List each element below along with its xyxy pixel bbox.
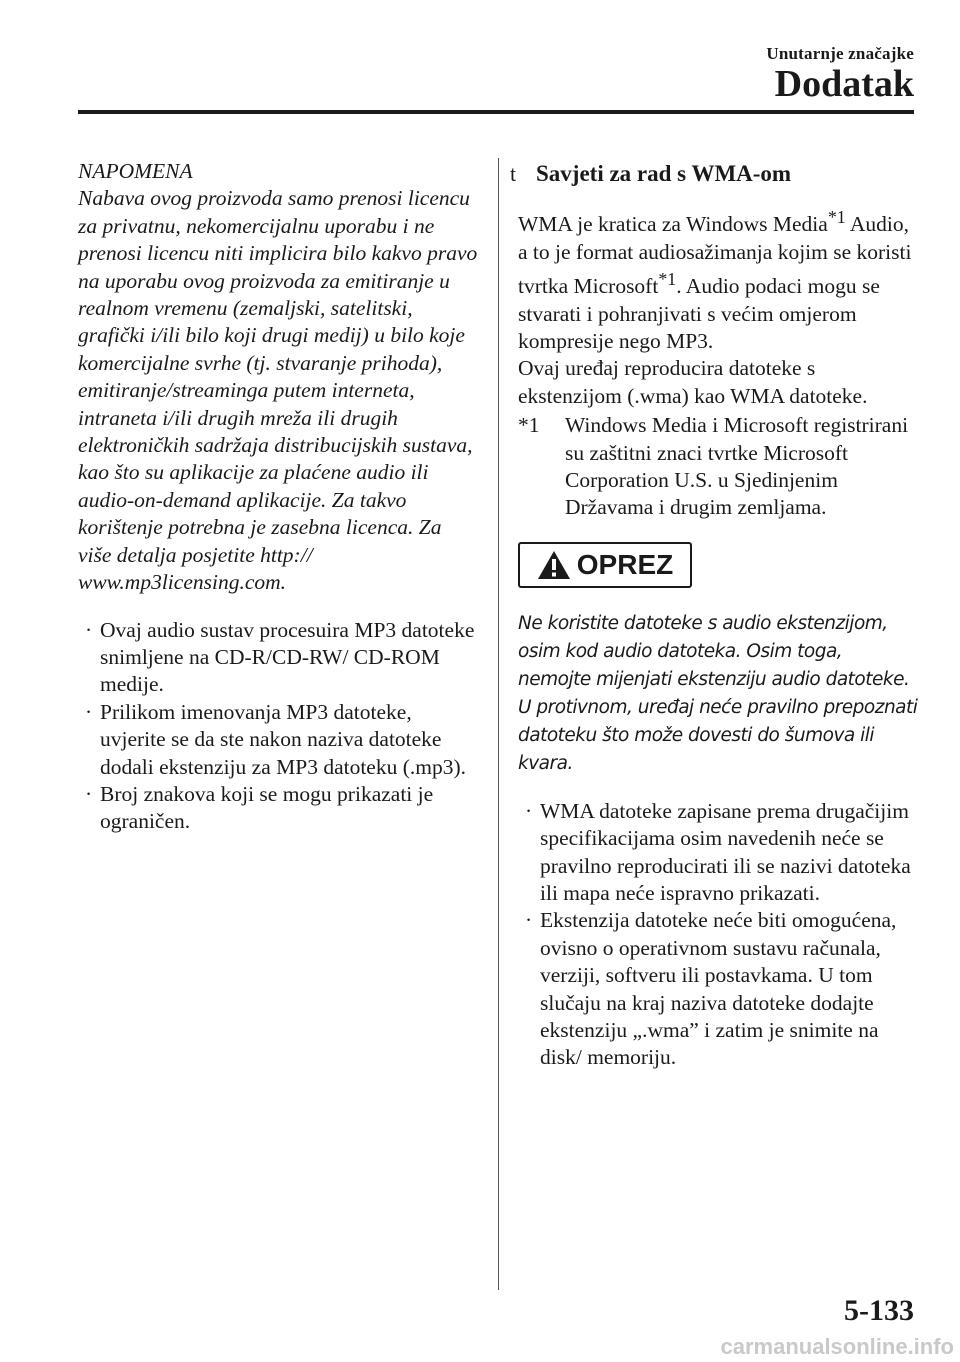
footnote-ref: *1: [658, 268, 677, 289]
section-title: Savjeti za rad s WMA-om: [536, 161, 792, 186]
bullet-dot: ·: [85, 699, 93, 724]
caution-label-box: [518, 542, 692, 588]
page-number: 5-133: [844, 1294, 914, 1327]
para-text: . Audio podaci mogu se stvarati i pohranjivati s većim omjerom kompresije nego MP3.: [518, 274, 880, 353]
bullet-dot: ·: [85, 617, 93, 642]
caution-text: Ne koristite datoteke s audio ekstenzijom, osim kod audio datoteka. Osim toga, nemojte mijenjati ekstenziju audio datoteke. U protivnom, uređaj neće pravilno prepoznati datoteku što može dovesti do šumova ili kvara.: [518, 612, 918, 774]
note-heading: NAPOMENA: [78, 159, 193, 183]
note-body: Nabava ovog proizvoda samo prenosi licencu za privatnu, nekomercijalnu uporabu i ne prenosi licencu niti implicira bilo kakvo pravo na uporabu ovog proizvoda za emitiranje u realnom vremenu (zemaljski, satelitski, grafički i/ili bilo koji drugi medij) u bilo koje komercijalne svrhe (tj. stvaranje prihoda), emitiranje/streaminga putem interneta, intraneta i/ili drugih mreža ili drugih elektroničkih sadržaja distribucijskih sustava, kao što su aplikacije za plaćene audio ili audio-on-demand aplikacije. Za takvo korištenje potrebna je zasebna licenca. Za više detalja posjetite http:// www.mp3licensing.com.: [78, 186, 478, 595]
page-title: Dodatak: [774, 63, 914, 105]
section-heading: [510, 158, 920, 190]
caution-label: OPREZ: [576, 548, 674, 580]
watermark: carmanualsonline.info: [720, 1334, 954, 1359]
footnote-text: Windows Media i Microsoft registrirani su zaštitni znaci tvrtke Microsoft Corporation U.S. u Sjedinjenim Državama i drugim zemljama.: [565, 413, 909, 520]
para-text: Ovaj uređaj reproducira datoteke s ekstenzijom (.wma) kao WMA datoteke.: [518, 356, 868, 408]
bullet-dot: ·: [525, 798, 533, 823]
list-item: [518, 907, 920, 1071]
list-item-text: Prilikom imenovanja MP3 datoteke, uvjerite se da ste nakon naziva datoteke dodali ekstenziju za MP3 datoteku (.mp3).: [100, 699, 467, 779]
left-bullet-list: [78, 617, 480, 836]
list-item: [78, 699, 480, 781]
bullet-dot: ·: [525, 908, 533, 933]
list-item: [78, 617, 480, 699]
list-item-text: Ovaj audio sustav procesuira MP3 datoteke snimljene na CD-R/CD-RW/ CD-ROM medije.: [100, 617, 475, 697]
header-section-label: Unutarnje značajke: [766, 44, 914, 63]
right-column: [510, 158, 920, 1072]
column-divider: [498, 158, 499, 1290]
section-marker: t: [510, 161, 517, 186]
para-text: Audio, a to je format audiosažimanja kojim se koristi tvrtka Microsoft: [518, 212, 912, 299]
footnote: [510, 412, 920, 522]
bullet-dot: ·: [85, 781, 93, 806]
warning-triangle-icon: [537, 550, 571, 580]
list-item: [78, 781, 480, 836]
note-block: [78, 158, 480, 597]
footnote-mark: *1: [518, 413, 540, 438]
list-item-text: WMA datoteke zapisane prema drugačijim specifikacijama osim navedenih neće se pravilno reproducirati ili se nazivi datoteka ili mapa neće ispravno prikazati.: [540, 798, 911, 905]
wma-intro-paragraph: [510, 204, 920, 410]
left-column: [78, 158, 480, 836]
list-item-text: Ekstenzija datoteke neće biti omogućena, ovisno o operativnom sustavu računala, verziji, softveru ili postavkama. U tom slučaju na kraj naziva datoteke dodajte ekstenziju „.wma” i zatim je snimite na disk/ memoriju.: [540, 908, 897, 1070]
list-item-text: Broj znakova koji se mogu prikazati je ograničen.: [100, 781, 434, 834]
header-rule: [78, 110, 914, 114]
para-text: WMA je kratica za Windows Media: [518, 212, 828, 237]
list-item: [518, 798, 920, 908]
footnote-ref: *1: [827, 207, 846, 227]
right-bullet-list: [510, 798, 920, 1072]
